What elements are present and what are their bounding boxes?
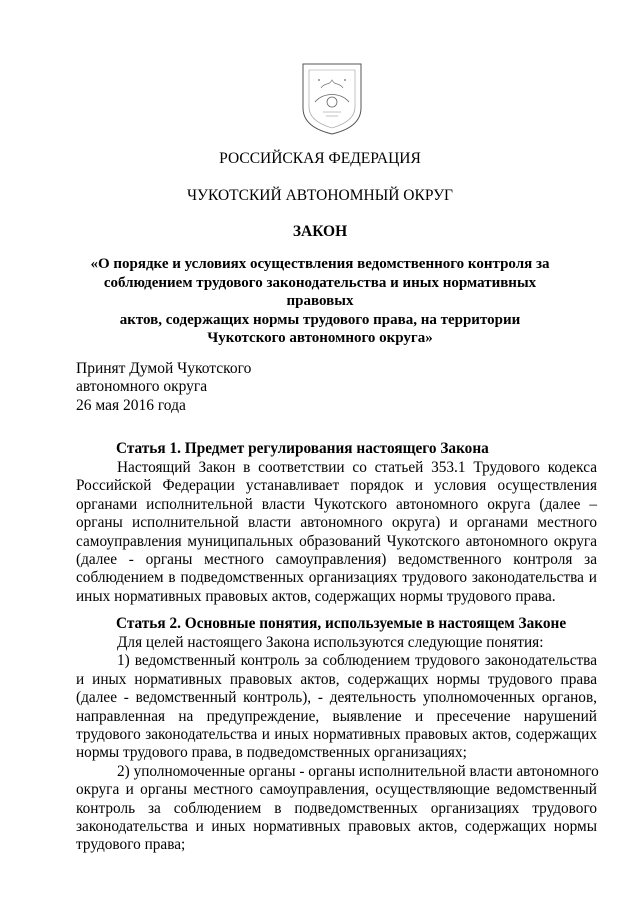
paragraph-line: органы исполнительной власти автономного округа) и органами местного: [76, 514, 597, 532]
article-1-title: . Предмет регулирования настоящего Закона: [177, 440, 489, 457]
item-1-line: нормы трудового права, в подведомственных организациях;: [76, 744, 467, 762]
country-name: РОССИЙСКАЯ ФЕДЕРАЦИЯ: [219, 150, 421, 167]
law-title-line: Чукотского автономного округа»: [207, 330, 433, 347]
law-title-line: соблюдением трудового законодательства и иных нормативных правовых: [103, 274, 537, 310]
article-1-number: Статья 1: [116, 440, 178, 457]
coat-of-arms-emblem: [299, 62, 365, 136]
region-name: ЧУКОТСКИЙ АВТОНОМНЫЙ ОКРУГ: [186, 187, 454, 204]
item-2-line: округа и органы местного самоуправления, осуществляющие ведомственный: [76, 781, 597, 799]
paragraph-line: органами исполнительной власти Чукотского автономного округа (далее –: [76, 495, 597, 513]
adoption-line: автономного округа: [76, 378, 208, 396]
law-title-line: «О порядке и условиях осуществления ведомственного контроля за: [90, 256, 550, 272]
item-1-line: направленная на предупреждение, выявление и пресечение нарушений: [76, 707, 597, 725]
paragraph-line: иных нормативных правовых актов, содержащих нормы трудового права.: [76, 587, 556, 605]
item-1-line: 1) ведомственный контроль за соблюдением трудового законодательства: [117, 652, 597, 670]
document-type: ЗАКОН: [292, 223, 348, 240]
adoption-date: 26 мая 2016 года: [76, 396, 186, 414]
item-1-line: и иных нормативных правовых актов, содержащих нормы трудового права: [76, 670, 597, 688]
adoption-line: Принят Думой Чукотского: [76, 360, 252, 377]
law-title-line: актов, содержащих нормы трудового права, на территории: [119, 311, 521, 328]
item-2-line: 2) уполномоченные органы - органы исполнительной власти автономного: [117, 762, 599, 780]
item-1-line: трудового законодательства и иных нормативных правовых актов, содержащих: [76, 725, 597, 743]
paragraph-line: Настоящий Закон в соответствии со статьей 353.1 Трудового кодекса: [117, 459, 597, 476]
article-2-body: [76, 634, 597, 855]
item-1-line: (далее - ведомственный контроль), - деятельность уполномоченных органов,: [76, 689, 597, 707]
law-title: [70, 255, 570, 348]
adoption-info: [76, 360, 251, 415]
article-1-heading: [116, 440, 489, 458]
paragraph-line: Российской Федерации устанавливает порядок и условия осуществления: [76, 477, 597, 495]
article-2-title: . Основные понятия, используемые в настоящем Законе: [177, 615, 567, 632]
paragraph-line: Для целей настоящего Закона используются следующие понятия:: [117, 634, 544, 651]
paragraph-line: соблюдением в подведомственных организациях трудового законодательства и: [76, 569, 597, 587]
article-2-heading: [116, 615, 566, 633]
article-2-number: Статья 2: [116, 615, 178, 632]
item-2-line: трудового права;: [76, 836, 186, 854]
paragraph-line: (далее - органы местного самоуправления) ведомственного контроля за: [76, 550, 597, 568]
article-1-body: [76, 459, 597, 606]
item-2-line: законодательства и иных нормативных правовых актов, содержащих нормы: [76, 817, 597, 835]
paragraph-line: самоуправления муниципальных образований Чукотского автономного округа: [76, 532, 597, 550]
item-2-line: контроль за соблюдением в подведомственных организациях трудового: [76, 799, 597, 817]
